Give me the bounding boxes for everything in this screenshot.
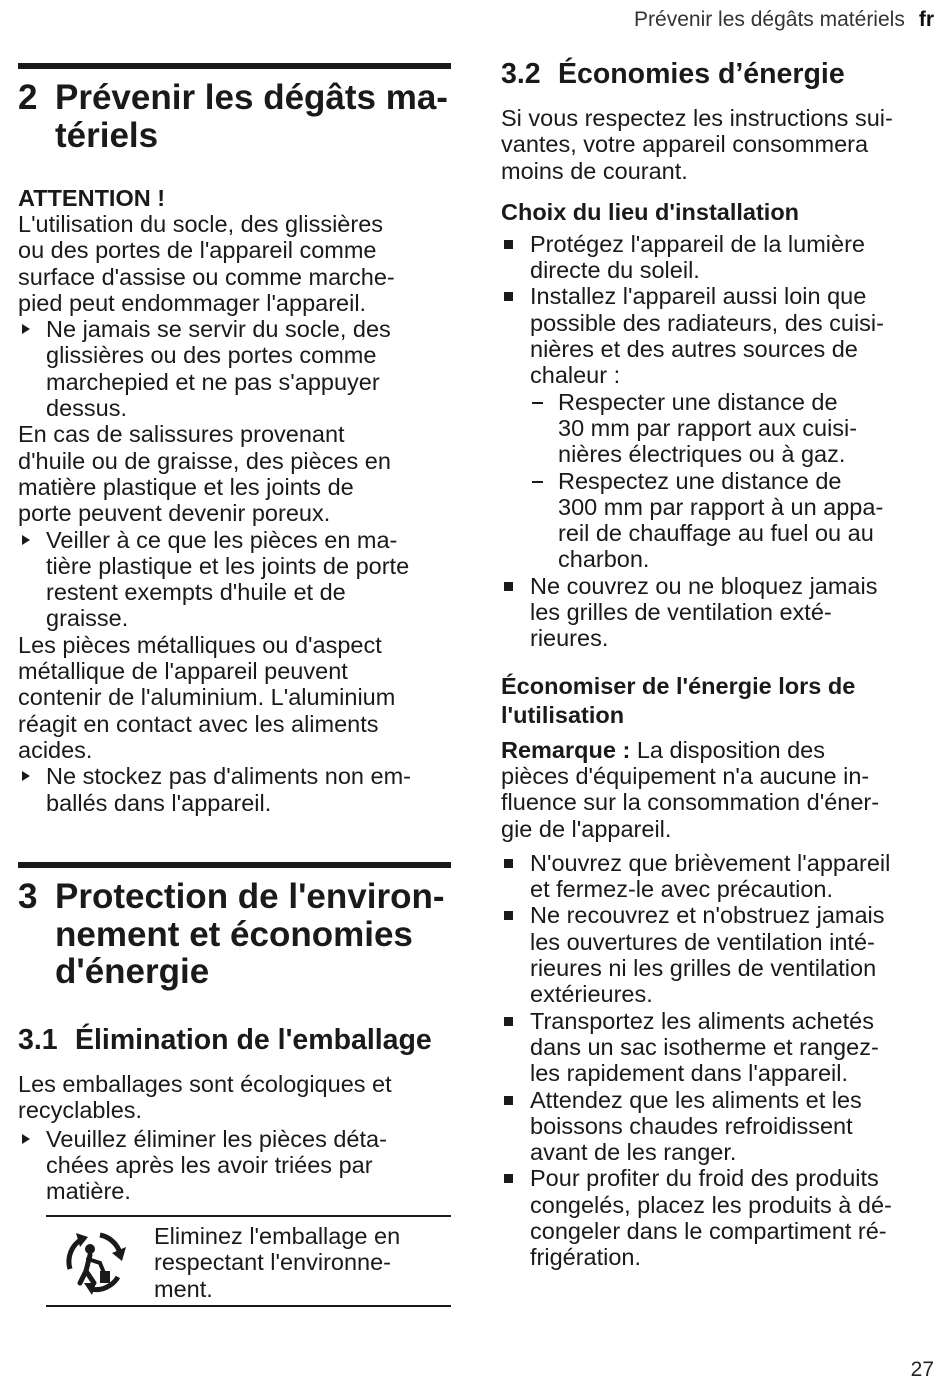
text-line: 30 mm par rapport aux cuisi- (558, 414, 858, 441)
language-code: fr (918, 8, 934, 31)
section-3 (18, 862, 451, 991)
text-line: moins de courant. (501, 157, 688, 184)
text-line: Eliminez l'emballage en (154, 1223, 401, 1249)
text-line: Respectez une distance de (558, 467, 842, 494)
text-line (501, 737, 933, 763)
instruction-item (18, 316, 451, 421)
text-line: pièces d'équipement n'a aucune in- (501, 762, 870, 789)
text-line: Veiller à ce que les pièces en ma- (46, 526, 398, 553)
subsection-3-2 (501, 58, 933, 1271)
subsection-title: Économies d’énergie (558, 58, 845, 90)
text-line: Ne jamais se servir du socle, des (46, 316, 391, 343)
text-line: charbon. (558, 546, 650, 573)
text-line: boissons chaudes refroidissent (530, 1112, 853, 1139)
text-line: métallique de l'appareil peuvent (18, 658, 348, 685)
section-title (55, 878, 444, 991)
subsection-3-1 (18, 1024, 451, 1204)
paragraph (18, 632, 451, 763)
square-bullet-icon (504, 1174, 513, 1183)
subsection-number: 3.2 (501, 58, 541, 90)
text-line: d'huile ou de graisse, des pièces en (18, 447, 391, 474)
note-paragraph (501, 737, 933, 842)
section-title (55, 79, 448, 154)
bullet-item (501, 902, 933, 1007)
heading-line: l'utilisation (501, 701, 625, 728)
text-line: marchepied et ne pas s'appuyer (46, 368, 380, 395)
square-bullet-icon (504, 911, 513, 920)
recycling-disposal-icon (54, 1225, 134, 1297)
running-title: Prévenir les dégâts matériels (634, 8, 905, 31)
text-line: congelés, placez les produits à dé- (530, 1191, 892, 1218)
text-line: congeler dans le compartiment ré- (530, 1217, 887, 1244)
dash-bullet-icon (532, 481, 543, 483)
text-line: Si vous respectez les instructions sui- (501, 105, 893, 131)
square-bullet-icon (504, 1096, 513, 1105)
text-line: dessus. (46, 395, 127, 422)
bullet-item (501, 850, 933, 903)
subsection-heading (18, 1024, 451, 1056)
text-line: possible des radiateurs, des cuisi- (530, 309, 884, 336)
text-line: chaleur : (530, 362, 621, 389)
note-label: Remarque : (501, 736, 631, 763)
recycling-notice (46, 1215, 451, 1307)
text-line: tière plastique et les joints de porte (46, 552, 410, 579)
text-line: nières et des autres sources de (530, 336, 858, 363)
dash-item (501, 468, 933, 573)
bullet-list (501, 850, 933, 1271)
text-line: En cas de salissures provenant (18, 421, 345, 448)
text-line: Ne couvrez ou ne bloquez jamais (530, 572, 878, 599)
bullet-item (501, 1008, 933, 1087)
section-number: 3 (18, 877, 38, 916)
text-line: N'ouvrez que brièvement l'appareil (530, 849, 891, 876)
bullet-item (501, 1165, 933, 1270)
text-line: Transportez les aliments achetés (530, 1007, 874, 1034)
section-3-heading (18, 878, 451, 991)
text-line: 300 mm par rapport à un appa- (558, 493, 884, 520)
square-bullet-icon (504, 859, 513, 868)
text-line: dans un sac isotherme et rangez- (530, 1033, 879, 1060)
text-line: directe du soleil. (530, 257, 700, 284)
text-line: réagit en contact avec les aliments (18, 710, 379, 737)
text-line: respectant l'environne- (154, 1249, 392, 1276)
section-2-heading (18, 79, 451, 154)
text-line: surface d'assise ou comme marche- (18, 263, 395, 290)
instruction-item (18, 527, 451, 632)
text-line: chées après les avoir triées par (46, 1151, 373, 1178)
section-rule (18, 63, 451, 69)
recycling-text (154, 1223, 444, 1302)
text-line: Les pièces métalliques ou d'aspect (18, 631, 382, 658)
subsection-title: Élimination de l'emballage (75, 1024, 432, 1056)
bullet-list (501, 231, 933, 652)
text-line: acides. (18, 736, 93, 763)
text-line: vantes, votre appareil consommera (501, 131, 869, 158)
heading-line: Économiser de l'énergie lors de (501, 672, 856, 699)
text-line: avant de les ranger. (530, 1139, 737, 1166)
section-2-body (18, 185, 451, 816)
title-line: Prévenir les dégâts ma- (55, 78, 448, 117)
section-2 (18, 63, 451, 154)
usage-heading (501, 672, 933, 730)
text-line: matière. (46, 1178, 131, 1205)
paragraph (18, 211, 451, 316)
square-bullet-icon (504, 1017, 513, 1026)
paragraph (501, 105, 933, 184)
text-line: gie de l'appareil. (501, 815, 672, 842)
dash-bullet-icon (532, 402, 543, 404)
arrow-bullet-icon (22, 324, 30, 334)
subsection-heading (501, 58, 933, 90)
running-header (634, 8, 934, 32)
bullet-item (501, 231, 933, 284)
text-line: Attendez que les aliments et les (530, 1086, 862, 1113)
paragraph (18, 1071, 451, 1124)
text-line: nières électriques ou à gaz. (558, 441, 846, 468)
instruction-item (18, 763, 451, 816)
section-number: 2 (18, 78, 38, 117)
square-bullet-icon (504, 240, 513, 249)
title-line: nement et économies (55, 914, 413, 954)
text-line: pied peut endommager l'appareil. (18, 289, 367, 316)
text-line: Veuillez éliminer les pièces déta- (46, 1125, 387, 1152)
text-line: extérieures. (530, 981, 653, 1008)
instruction-item (18, 1126, 451, 1205)
arrow-bullet-icon (22, 771, 30, 781)
text-line: reil de chauffage au fuel ou au (558, 520, 874, 547)
text-line: Ne recouvrez et n'obstruez jamais (530, 902, 885, 929)
text-line: Ne stockez pas d'aliments non em- (46, 763, 411, 790)
text-line: Installez l'appareil aussi loin que (530, 283, 867, 310)
text-line: les rapidement dans l'appareil. (530, 1060, 849, 1087)
text-line: contenir de l'aluminium. L'aluminium (18, 684, 396, 711)
text-line: restent exempts d'huile et de (46, 579, 346, 606)
text-line: Les emballages sont écologiques et (18, 1071, 392, 1097)
text-line: rieures ni les grilles de ventilation (530, 955, 877, 982)
text-line: porte peuvent devenir poreux. (18, 500, 331, 527)
text-line: Respecter une distance de (558, 388, 838, 415)
attention-label: ATTENTION ! (18, 185, 166, 211)
text-line: ballés dans l'appareil. (46, 789, 272, 816)
text-line: fluence sur la consommation d'éner- (501, 789, 880, 816)
subsection-number: 3.1 (18, 1024, 58, 1056)
bullet-item (501, 283, 933, 388)
text-line: ou des portes de l'appareil comme (18, 237, 377, 264)
text-line: frigération. (530, 1244, 642, 1271)
page-number: 27 (910, 1358, 934, 1381)
dash-item (501, 389, 933, 468)
text-line: ment. (154, 1275, 213, 1302)
title-line: tériels (55, 115, 159, 155)
arrow-bullet-icon (22, 535, 30, 545)
text-line: graisse. (46, 605, 129, 632)
text-line: recyclables. (18, 1097, 143, 1124)
title-line: Protection de l'environ- (55, 877, 445, 916)
text-line: matière plastique et les joints de (18, 473, 354, 500)
title-line: d'énergie (55, 952, 210, 991)
text-line: Pour profiter du froid des produits (530, 1165, 879, 1192)
text-line: glissières ou des portes comme (46, 342, 377, 369)
bullet-item (501, 1087, 933, 1166)
text-line: les ouvertures de ventilation inté- (530, 928, 875, 955)
square-bullet-icon (504, 292, 513, 301)
section-rule (18, 862, 451, 868)
bullet-item (501, 573, 933, 652)
paragraph (18, 421, 451, 526)
square-bullet-icon (504, 582, 513, 591)
text-line: Protégez l'appareil de la lumière (530, 230, 865, 257)
text-line: et fermez-le avec précaution. (530, 876, 834, 903)
note-text: La disposition des (630, 736, 825, 763)
text-line: les grilles de ventilation exté- (530, 599, 832, 626)
arrow-bullet-icon (22, 1134, 30, 1144)
text-line: rieures. (530, 625, 609, 652)
installation-heading: Choix du lieu d'installation (501, 198, 800, 225)
text-line: L'utilisation du socle, des glissières (18, 211, 384, 237)
